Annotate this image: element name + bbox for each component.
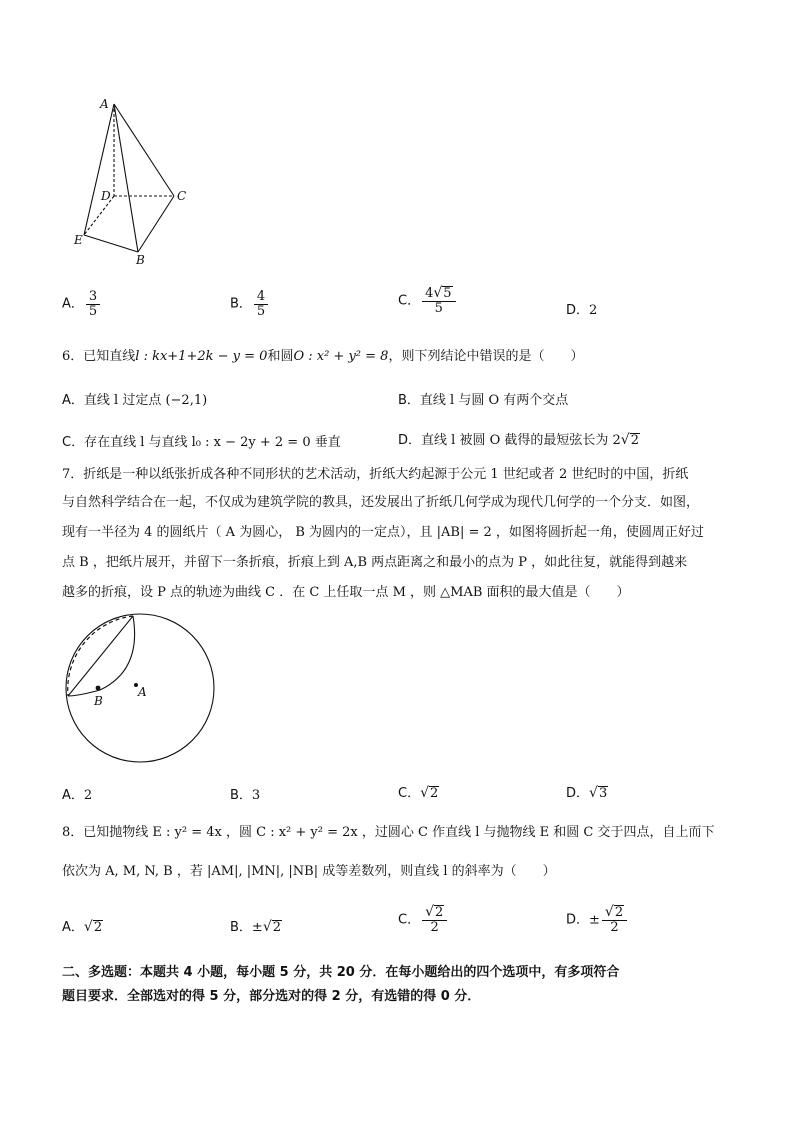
fold-circle-figure (60, 608, 230, 768)
q7-line-5: 越多的折痕，设 P 点的轨迹为曲线 C ．在 C 上任取一点 M ，则 △MAB 面积的最大值是（ ） (62, 585, 630, 600)
q7-option-b[interactable]: B．3 (230, 788, 261, 803)
section-2-heading-line-2: 题目要求．全部选对的得 5 分，部分选对的得 2 分，有选错的得 0 分． (62, 989, 481, 1004)
q6-option-a[interactable]: A．直线 l 过定点 (−2,1) (62, 393, 208, 408)
q8-line-2: 依次为 A, M, N, B ，若 |AM|, |MN|, |NB| 成等差数列，则直线 l 的斜率为（ ） (62, 864, 556, 879)
pyramid-figure (70, 90, 200, 270)
q7-line-2: 与自然科学结合在一起，不仅成为建筑学院的教具，还发展出了折纸几何学成为现代几何学的一个分支．如图， (62, 495, 700, 510)
q8-option-b[interactable]: B．± √ 2 (230, 918, 282, 935)
label-A: A (138, 685, 147, 699)
q7-option-d[interactable]: D． √ 3 (566, 784, 608, 801)
q5-option-b[interactable]: B． $\frac{4}{5}$ (230, 290, 270, 318)
label-B: B (136, 253, 145, 267)
q6-option-b[interactable]: B．直线 l 与圆 O 有两个交点 (398, 393, 569, 408)
label-E: E (74, 233, 83, 247)
q5-option-a[interactable]: A． $\frac{3}{5}$ (62, 290, 102, 318)
q6-option-c[interactable]: C．存在直线 l 与直线 l₀ : x − 2y + 2 = 0 垂直 (62, 435, 341, 450)
q6-option-d[interactable]: D．直线 l 被圆 O 截得的最短弦长为 2 √ 2 (398, 431, 639, 448)
q5-option-c[interactable]: C． 4 √ 5 5 (398, 286, 458, 316)
section-2-heading-line-1: 二、多选题：本题共 4 小题，每小题 5 分，共 20 分．在每小题给出的四个选项中，有多项符合 (62, 965, 620, 980)
q7-line-4: 点 B ，把纸片展开，并留下一条折痕，折痕上到 A,B 两点距离之和最小的点为 P ，如此往复，就能得到越来 (62, 555, 688, 570)
q8-line-1: 8．已知抛物线 E : y² = 4x ，圆 C : x² + y² = 2x ，过圆心 C 作直线 l 与抛物线 E 和圆 C 交于四点，自上而下 (62, 825, 715, 840)
label-C: C (177, 189, 187, 203)
q6-stem: 6．已知直线l : kx+1+2k − y = 0和圆O : x² + y² = 8，则下列结论中错误的是（ ） (62, 349, 584, 364)
q7-line-3: 现有一半径为 4 的圆纸片（ A 为圆心， B 为圆内的一定点），且 |AB| = 2 ，如图将圆折起一角，使圆周正好过 (62, 525, 704, 540)
label-A: A (100, 97, 109, 111)
q5-option-d[interactable]: D．2 (566, 303, 598, 318)
q7-option-c[interactable]: C． √ 2 (398, 784, 439, 801)
q8-option-c[interactable]: C． √ 2 2 (398, 905, 449, 935)
q8-option-a[interactable]: A． √ 2 (62, 918, 103, 935)
q7-line-1: 7．折纸是一种以纸张折成各种不同形状的艺术活动，折纸大约起源于公元 1 世纪或者 2 世纪时的中国，折纸 (62, 467, 689, 482)
label-D: D (101, 189, 111, 203)
q8-option-d[interactable]: D．± √ 2 2 (566, 905, 629, 935)
q7-option-a[interactable]: A．2 (62, 788, 93, 803)
label-B: B (94, 694, 103, 708)
